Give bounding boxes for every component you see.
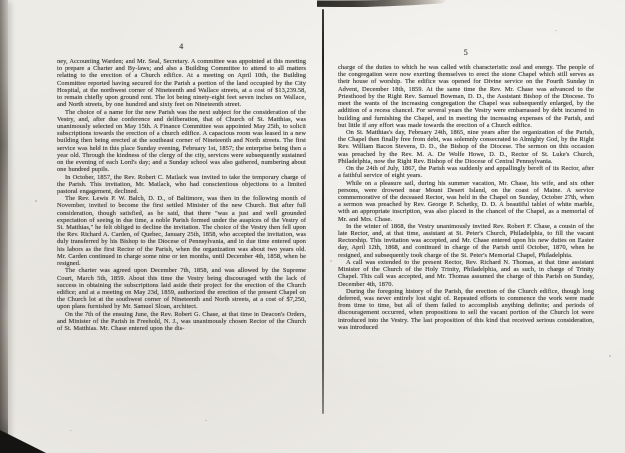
binding-edge-shadow [0, 0, 8, 453]
scan-speck [70, 430, 72, 431]
page-number-right: 5 [463, 48, 469, 57]
paragraph: While on a pleasure sail, during his summer vacation, Mr. Chase, his wife, and six other persons, were drowned near Mount Desert Island, on the coast of Maine. A service commemorative of the deceased Rector, was held in the Chapel on Sunday, October 27th, when a sermon was preached by Rev. George P. Schetky, D. D. A beautiful tablet of white marble, with an appropriate inscription, was also placed in the chancel of the Chapel, as a memorial of Mr. and Mrs. Chase. [338, 179, 594, 223]
paragraph: A call was extended to the present Rector, Rev. Richard N. Thomas, at that time assistant Minister of the Church of the Holy Trinity, Philadelphia, and as such, in charge of Trinity Chapel. This call was accepted, and Mr. Thomas assumed the charge of this Parish on Sunday, December 4th, 1870. [338, 258, 594, 288]
scan-speck [205, 420, 207, 421]
paragraph: ney, Accounting Warden; and Mr. Seal, Secretary. A committee was appointed at this meeting to prepare a Charter and By-laws; and also a Building Committee to attend to all matters relating to the erection of a Church edifice. At a meeting on April 10th, the Building Committee reported having secured for the Parish a portion of the land occupied by the City Hospital, at the northwest corner of Nineteenth and Wallace streets, at a cost of $13,239.58, to remain chiefly upon ground rent. The lot being ninety-eight feet seven inches on Wallace, and North streets, by one hundred and sixty feet on Nineteenth street. [57, 58, 306, 109]
scan-speck [555, 30, 557, 31]
corner-shadow [0, 430, 46, 453]
page-gutter-line [322, 9, 324, 414]
left-page-text-block [57, 58, 306, 332]
paragraph: On St. Matthias's day, February 24th, 1865, nine years after the organization of the Parish, the Chapel then finally free from debt, was solemnly consecrated to Almighty God, by the Right Rev. William Bacon Stevens, D. D., the Bishop of the Diocese. The sermon on this occasion was preached by the Rev. M. A. De Wolfe Howe, D. D., Rector of St. Luke's Church, Philadelphia, now the Right Rev. Bishop of the Diocese of Central Pennsylvania. [338, 128, 594, 165]
left-page [57, 42, 306, 332]
paragraph: charge of the duties to which he was called with characteristic zeal and energy. The people of the congregation were now exerting themselves to erect the stone Chapel which still serves as their house of worship. The edifice was opened for Divine service on the Fourth Sunday in Advent, December 18th, 1859. At the same time the Rev. Mr. Chase was advanced to the Priesthood by the Right Rev. Samuel Bowman, D. D., the Assistant Bishop of the Diocese. To meet the wants of the increasing congregation the Chapel was subsequently enlarged, by the addition of a recess chancel. For several years the Vestry were embarrassed by debt incurred in building and furnishing the Chapel, and in meeting the increasing expenses of the Parish, and but little if any effort was made towards the erection of a Church edifice. [338, 64, 594, 129]
paragraph: In October, 1857, the Rev. Robert C. Matlack was invited to take the temporary charge of the Parish. This invitation, Mr. Matlack, who had conscientious objections to a limited pastoral engagement, declined. [57, 173, 306, 195]
paragraph: The charter was agreed upon December 7th, 1858, and was allowed by the Supreme Court, March 5th, 1859. About this time the Vestry being discouraged with the lack of success in obtaining the subscriptions laid aside their project for the erection of the Church edifice; and at a meeting on May 23d, 1859, authorized the erection of the present Chapel on the Church lot at the southwest corner of Nineteenth and North streets, at a cost of $7,250, upon plans furnished by Mr. Samuel Sloan, architect. [57, 267, 306, 311]
top-edge-smear [317, 0, 448, 7]
right-page [338, 48, 594, 331]
paragraph: During the foregoing history of the Parish, the erection of the Church edifice, though long deferred, was never entirely lost sight of. Repeated efforts to commence the work were made from time to time, but all of them failed to accomplish anything definite; and periods of discouragement occurred, when propositions to sell the vacant portion of the Church lot were introduced into the Vestry. The last proposition of this kind that received serious consideration, was introduced [338, 287, 594, 331]
paragraph: In the winter of 1868, the Vestry unanimously invited Rev. Robert F. Chase, a cousin of the late Rector, and, at that time, assistant at St. Peter's Church, Philadelphia, to fill the vacant Rectorship. This invitation was accepted, and Mr. Chase entered upon his new duties on Easter day, April 12th, 1868, and continued in charge of the Parish until October, 1870, when he resigned, and subsequently took charge of the St. Peter's Memorial Chapel, Philadelphia. [338, 222, 594, 259]
scan-speck [609, 355, 611, 357]
paragraph: The choice of a name for the new Parish was the next subject for the consideration of the Vestry, and, after due conference and deliberation, that of Church of St. Matthias, was unanimously selected on May 15th. A Finance Committee was appointed May 25th, to solicit subscriptions towards the erection of a church edifice. A capacious room was leased in a new building then being erected at the southeast corner of Nineteenth and North streets. The first service was held in this place Sunday evening, February 1st, 1857; the enterprise being then a year old. Through the kindness of the clergy of the city, services were subsequently sustained on the evening of each Lord's day; and a Sunday school was also gathered, numbering about one hundred pupils. [57, 108, 306, 174]
paragraph: On the 24th of July, 1867, the Parish was suddenly and appallingly bereft of its Rector, after a faithful service of eight years. [338, 165, 594, 180]
paragraph: The Rev. Lewis P. W. Balch, D. D., of Baltimore, was then in the following month of November, invited to become the first settled Minister of the new Church. But after full consideration, though satisfied, as he said, that there "was a just and well grounded expectation of seeing in due time, a noble Parish formed under the auspices of the Vestry of St. Matthias," he felt obliged to decline the invitation. The choice of the Vestry then fell upon the Rev. Richard A. Carden, of Quebec, January 25th, 1858, who accepted the invitation, was duly transferred by his Bishop to the Diocese of Pennsylvania, and in due time entered upon his labors as the first Rector of the Parish, when the organization was about two years old. Mr. Carden continued in charge some nine or ten months, until December 4th, 1858, when he resigned. [57, 195, 306, 268]
page-number-left: 4 [179, 42, 184, 51]
paragraph: On the 7th of the ensuing June, the Rev. Robert G. Chase, at that time in Deacon's Orders, and Minister of the Parish in Freehold, N. J., was unanimously chosen Rector of the Church of St. Matthias. Mr. Chase entered upon the dis- [57, 310, 306, 333]
scan-speck [35, 200, 37, 202]
scan-speck [330, 260, 332, 262]
right-page-text-block [338, 64, 594, 331]
